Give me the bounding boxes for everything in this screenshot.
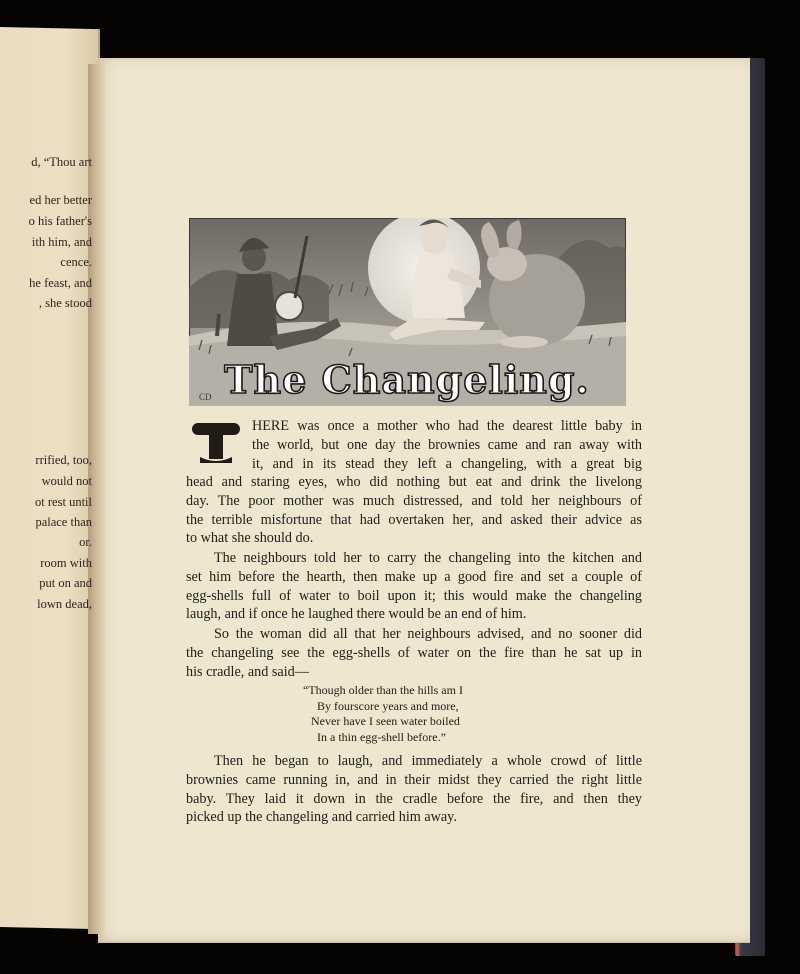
text-line: set him before the hearth, then make up a good fire and set a couple of (186, 568, 642, 585)
text-line: day. The poor mother was much distressed, and told her neighbours of (186, 492, 642, 509)
text-line: So the woman did all that her neighbours advised, and no sooner did (214, 626, 642, 642)
text-line: Then he began to laugh, and immediately a whole crowd of little (214, 753, 642, 769)
paragraph-4 (186, 752, 642, 827)
paragraph-1-rest (186, 473, 642, 548)
left-line: would not (41, 474, 92, 488)
left-line: ed her better (29, 193, 92, 207)
left-line: ith him, and (31, 235, 92, 249)
drop-cap (186, 421, 246, 465)
text-line: his cradle, and said— (186, 663, 309, 680)
text-line: laugh, and if once he laughed there would be an end of him. (186, 606, 527, 623)
text-line: the changeling see the egg-shells of water on the fire than he sat up in (186, 644, 642, 661)
paragraph-2 (186, 549, 642, 624)
left-line: palace than (35, 515, 92, 529)
left-line: ot rest until (35, 495, 92, 509)
left-line: room with (40, 556, 92, 570)
left-line: , she stood (38, 296, 92, 310)
verse (303, 683, 463, 745)
paragraph-1-head (252, 417, 642, 473)
verse-line: Never have I seen water boiled (311, 714, 460, 728)
left-line: d, “Thou art (31, 155, 92, 169)
paragraph-3 (186, 625, 642, 681)
text-line: picked up the changeling and carried him away. (186, 809, 457, 826)
left-line: cence. (60, 255, 92, 269)
text-line: HERE was once a mother who had the dearest little baby in (252, 418, 642, 434)
text-line: egg-shells full of water to boil upon it; this would make the changeling (186, 587, 642, 604)
verse-line: By fourscore years and more, (317, 698, 459, 713)
text-line: to what she should do. (186, 530, 314, 547)
drop-cap-letter: T (216, 451, 217, 452)
text-line: the terrible misfortune that had overtaken her, and asked their advice as (186, 511, 642, 528)
header-illustration (189, 218, 626, 406)
text-line: it, and in its stead they left a changeling, with a great big (252, 455, 642, 472)
text-line: head and staring eyes, who did nothing but eat and drink the livelong (186, 474, 642, 490)
left-line: rrified, too, (35, 453, 92, 467)
illustrator-signature: CD (199, 392, 212, 402)
left-line: lown dead, (37, 597, 92, 611)
left-line: he feast, and (29, 276, 92, 290)
verse-line: “Though older than the hills am I (303, 683, 463, 697)
text-line: brownies came running in, and in their midst they carried the right little (186, 771, 642, 788)
illustration-title: The Changeling. (224, 357, 590, 402)
left-line: put on and (39, 576, 92, 590)
text-line: The neighbours told her to carry the changeling into the kitchen and (214, 550, 642, 566)
text-line: baby. They laid it down in the cradle before the fire, and then they (186, 790, 642, 807)
left-line: or. (79, 535, 92, 549)
left-line: o his father's (28, 214, 92, 228)
text-line: the world, but one day the brownies came and ran away with (252, 436, 642, 453)
verse-line: In a thin egg-shell before.” (317, 729, 446, 744)
